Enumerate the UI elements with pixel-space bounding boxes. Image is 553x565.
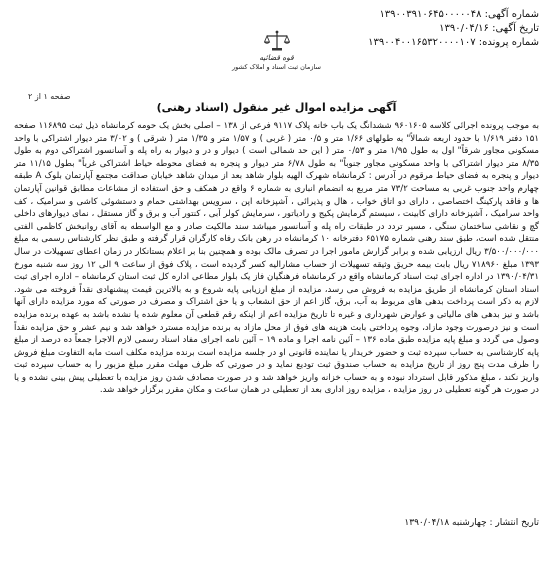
ad-header [368, 8, 539, 50]
document-title: آگهی مزایده اموال غیر منقول (اسناد رهنی) [156, 101, 397, 114]
organization-name: سازمان ثبت اسناد و املاک کشور [232, 63, 321, 71]
ad-number: شماره آگهی: ۱۳۹۰۰۳۹۱۰۶۴۵۰۰۰۰۰۴۸ [379, 9, 539, 20]
file-number: شماره پرونده: ۱۳۹۰۰۴۰۰۱۶۵۳۲۰۰۰۰۱۰۷ [368, 37, 539, 48]
page-number: صفحه ۱ از ۲ [28, 92, 71, 101]
ad-date: تاریخ آگهی: ۱۳۹۰/۰۴/۱۶ [439, 23, 539, 34]
emblem-script: قوه قضائیه [259, 53, 294, 62]
auction-notice-body: به موجب پرونده اجرائی کلاسه ۹۶۰۱۶۰۵ ششدانگ یک باب خانه پلاک ۹۱۱۷ فرعی از ۱۳۸ – اصلی بخش یک حومه کرمانشاه ذیل ثبت ۱۱۶۸۹۵ صفحه ۱۵۱ دفتر ۱/۶۱۹ با حدود اربعه شمالاً" به طولهای ۱/۶۶ متر و ۰/۵ متر ( غربی ) و ۱/۵۷ متر و ۱/۳۵ متر ( شرقی ) و ۳/۰۲ متر دیوار اشتراکی با واحد مسکونی مجاور شرقاً" اول به طول ۱/۹۵ متر و ۰/۵۳ متر ( این حد شمالی است ) دیوار و در و دیوار به راه پله و آسانسور اشتراکی دوم به طول ۸/۳۵ متر دیوار اشتراکی با واحد مسکونی مجاور جنوباً" به طول ۶/۷۸ متر دیوار و پنجره به فضای محوطه حیاط اشتراکی غرباً" بطول ۱۱/۱۵ متر دیوار و پنجره به فضای حیاط مرقوم در آدرس : کرمانشاه شهرک الهیه بلوار شاهد بعد از میدان شاهد خیابان صداقت مجتمع آپارتمان بلوک A طبقه چهارم واحد جنوب غربی به مساحت ۷۳/۲ متر مربع به انضمام انباری به شماره ۶ واقع در همکف و حق استفاده از مشاعات مطابق قوانین آپارتمان ها و فاقد پارکینگ اختصاصی ، دارای دو اتاق خواب ، هال و پذیرائی ، آشپزخانه اپن ، سرویس بهداشتی حمام و دستشوئی کاشی و سرامیک ، کف واحد سرامیک ، آشپزخانه دارای کابینت ، سیستم گرمایش پکیج و رادیاتور ، سرمایش کولر آبی ، کنتور آب و برق و گاز مستقل ، نمای دیوارهای داخلی گچ و نقاشی ساختمان سنگی ، مسیر تردد در طبقات راه پله و آسانسور میباشد سند مالکیت صادر و مع الواسطه به آقای روانبخش کاظمی الفتی منتقل شده است، طبق سند رهنی شماره ۶۵۱۷۵ دفترخانه ۱۰ کرمانشاه در رهن بانک رفاه کارگران قرار گرفته و طبق نظر کارشناس رسمی به مبلغ ۳/۵۰۰/۰۰۰/۰۰۰ ریال ارزیابی شده و برابر گزارش مامور اجرا در تصرف مالک بوده و همچنین بنا بر اعلام بستانکار در زمان اعطای تسهیلات در سال ۱۳۹۳ مبلغ ۷۱۸۹۶۰ ریال بابت بیمه حریق وثیقه تسهیلات از حساب مشارالیه کسر گردیده است ، پلاک فوق از ساعت ۹ الی ۱۲ روز سه شنبه مورخ ۱۳۹۰/۰۴/۳۱ در اداره اجرای ثبت اسناد کرمانشاه واقع در کرمانشاه فرهنگیان فاز یک بلوار مطاعی اداره کل ثبت استان کرمانشاه – اداره اجرای ثبت اسناد استان کرمانشاه از طریق مزایده به فروش می رسد، مزایده از مبلغ ارزیابی پایه شروع و به بالاترین قیمت پیشنهادی نقداً فروخته می شود. لازم به ذکر است پرداخت بدهی های مربوط به آب، برق، گاز اعم از حق انشعاب و یا حق اشتراک و مصرف در صورتی که مورد مزایده دارای آنها باشد و نیز بدهی های مالیاتی و عوارض شهرداری و غیره تا تاریخ مزایده اعم از اینکه رقم قطعی آن معلوم شده یا نشده باشد به عهده برنده مزایده است و نیز درصورت وجود مازاد، وجوه پرداختی بابت هزینه های فوق از محل مازاد به برنده مزایده مسترد خواهد شد و نیم عشر و حق مزایده نقداً وصول می گردد و مبلغ پایه مزایده طبق ماده ۱۳۶ – آئین نامه اجرا و ماده ۱۹ – آئین نامه اجرای مفاد اسناد رسمی لازم الاجرا جمعاً ده درصد از مبلغ پایه کارشناسی به حساب سپرده ثبت و حضور خریدار یا نماینده قانونی او در جلسه مزایده است برنده مزایده مکلف است مابه التفاوت مبلغ فروش را ظرف مدت پنج روز از تاریخ مزایده به حساب صندوق ثبت تودیع نماید و در صورتی که ظرف مهلت مقرر مبلغ مزبور را به حساب سپرده ثبت واریز نکند ، مبلغ مذکور قابل استرداد نبوده و به حساب خزانه واریز خواهد شد و در صورت مصادف شدن روز مزایده با تعطیلی پیش بینی نشده و یا در صورت هر گونه تعطیلی در روز مزایده ، مزایده روز اداری بعد از تعطیلی در همان ساعت و مکان مقرر برگزار خواهد شد. [14, 121, 539, 396]
scales-emblem-icon [264, 30, 290, 52]
judiciary-emblem [232, 30, 322, 72]
publication-date: تاریخ انتشار : چهارشنبه ۱۳۹۰/۰۴/۱۸ [404, 518, 539, 528]
